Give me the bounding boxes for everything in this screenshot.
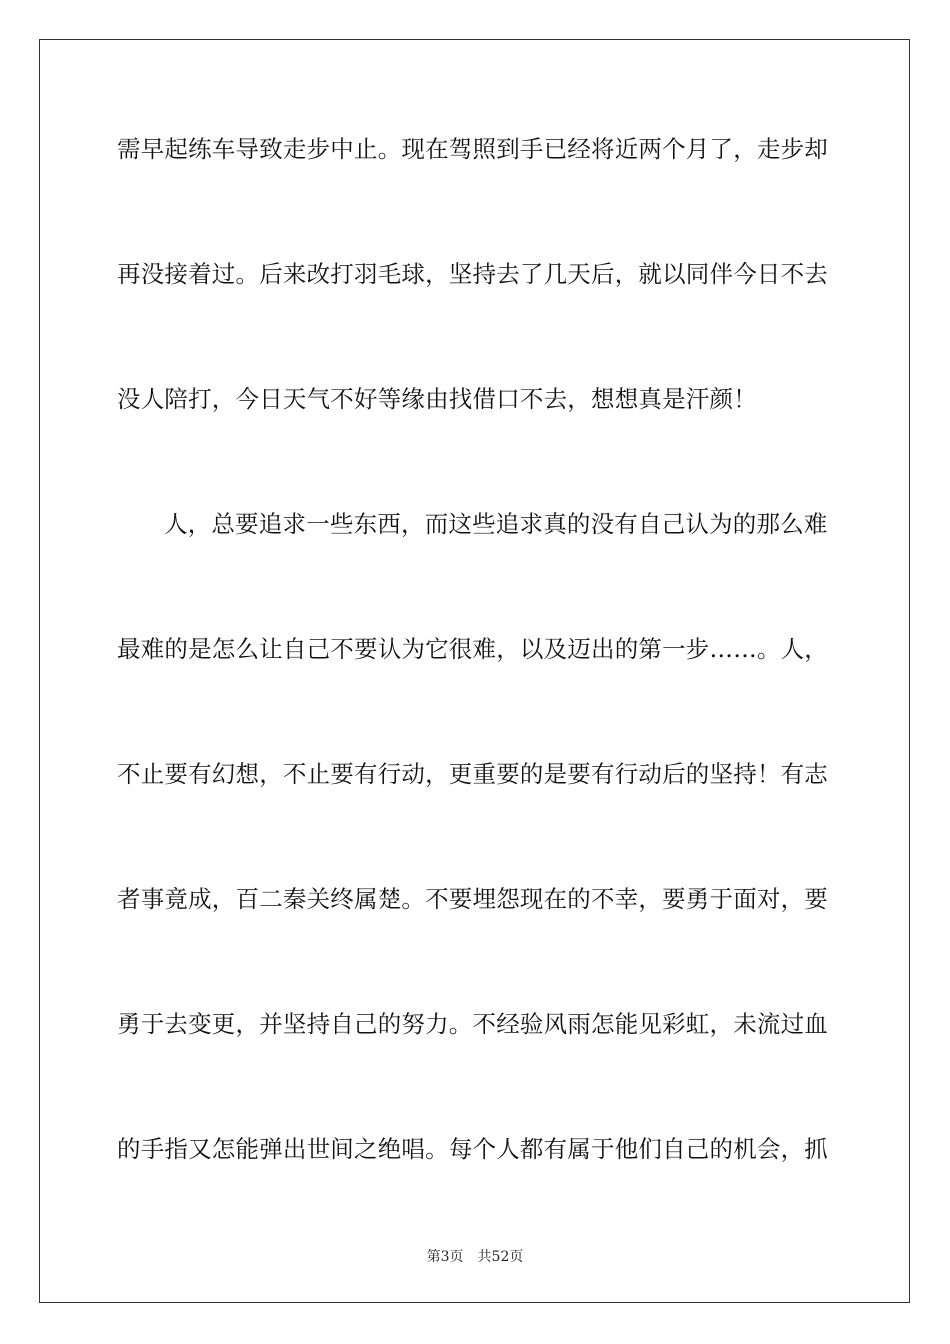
text-line: 需早起练车导致走步中止。现在驾照到手已经将近两个月了，走步却: [117, 135, 828, 163]
page-total: 共52页: [477, 1249, 524, 1265]
page-number: 第3页: [426, 1249, 464, 1265]
text-line: 最难的是怎么让自己不要认为它很难，以及迈出的第一步……。人，: [117, 635, 828, 663]
text-line: 没人陪打，今日天气不好等缘由找借口不去，想想真是汗颜！: [117, 385, 757, 413]
text-line: 不止要有幻想，不止要有行动，更重要的是要有行动后的坚持！有志: [117, 760, 828, 788]
page-border: [39, 39, 910, 1303]
text-line: 再没接着过。后来改打羽毛球，坚持去了几天后，就以同伴今日不去: [117, 260, 828, 288]
page-footer: [0, 1248, 950, 1266]
paragraph-start-line: 人，总要追求一些东西，而这些追求真的没有自己认为的那么难: [164, 510, 828, 538]
text-line: 的手指又怎能弹出世间之绝唱。每个人都有属于他们自己的机会，抓: [117, 1135, 828, 1163]
text-line: 勇于去变更，并坚持自己的努力。不经验风雨怎能见彩虹，未流过血: [117, 1010, 828, 1038]
text-line: 者事竟成，百二秦关终属楚。不要埋怨现在的不幸，要勇于面对，要: [117, 885, 828, 913]
